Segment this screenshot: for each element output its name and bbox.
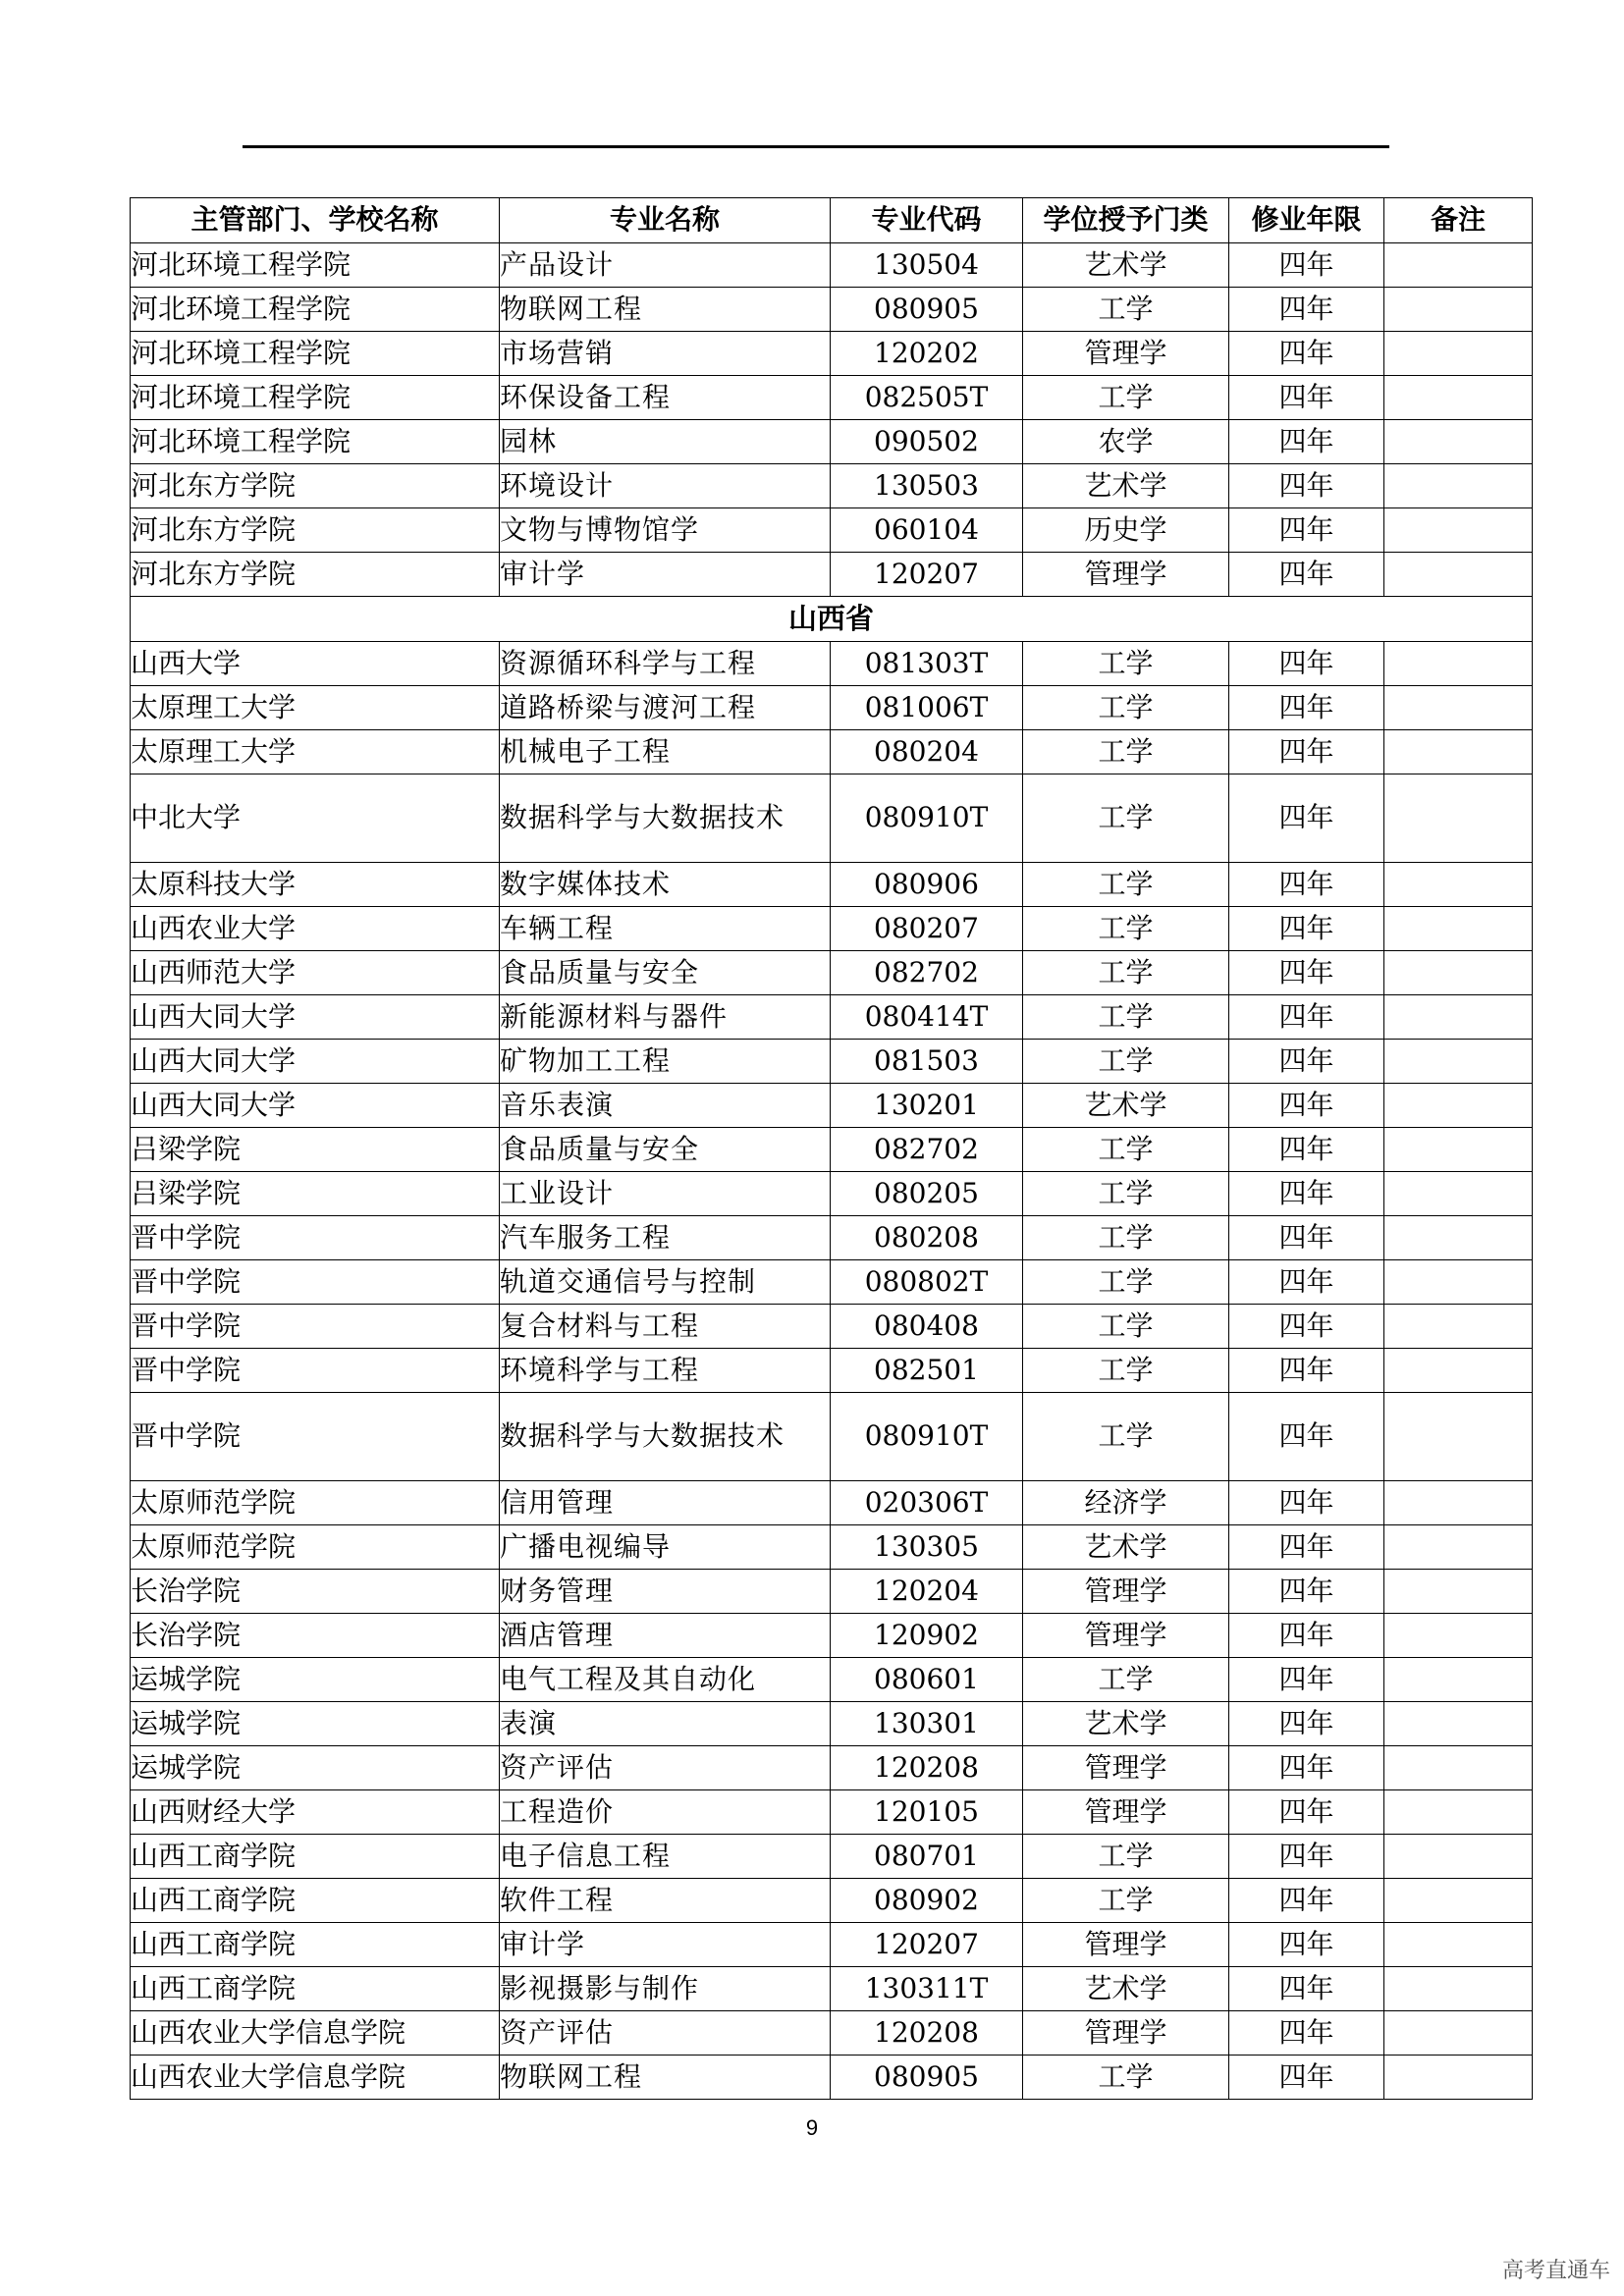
degree-cell: 工学 [1023,1393,1229,1481]
degree-cell: 管理学 [1023,553,1229,597]
note-cell [1384,1084,1533,1128]
school-cell: 山西工商学院 [131,1879,500,1923]
years-cell: 四年 [1229,464,1384,508]
years-cell: 四年 [1229,332,1384,376]
years-cell: 四年 [1229,1790,1384,1835]
school-cell: 山西工商学院 [131,1967,500,2011]
header-degree: 学位授予门类 [1023,198,1229,243]
section-row [131,597,1533,642]
degree-cell: 管理学 [1023,2011,1229,2056]
school-cell: 山西大同大学 [131,1040,500,1084]
table-row [131,376,1533,420]
school-cell: 山西工商学院 [131,1835,500,1879]
code-cell: 080207 [831,907,1023,951]
table-row [131,907,1533,951]
table-row [131,686,1533,730]
years-cell: 四年 [1229,1967,1384,2011]
years-cell: 四年 [1229,1216,1384,1260]
degree-cell: 工学 [1023,1172,1229,1216]
school-cell: 河北东方学院 [131,508,500,553]
school-cell: 晋中学院 [131,1393,500,1481]
major-cell: 工业设计 [500,1172,831,1216]
school-cell: 山西农业大学信息学院 [131,2011,500,2056]
major-cell: 新能源材料与器件 [500,995,831,1040]
major-cell: 文物与博物馆学 [500,508,831,553]
table-row [131,508,1533,553]
note-cell [1384,288,1533,332]
table-row [131,1260,1533,1305]
years-cell: 四年 [1229,2056,1384,2100]
note-cell [1384,1525,1533,1570]
code-cell: 082702 [831,951,1023,995]
table-row [131,464,1533,508]
years-cell: 四年 [1229,1040,1384,1084]
note-cell [1384,1349,1533,1393]
note-cell [1384,686,1533,730]
degree-cell: 工学 [1023,907,1229,951]
degree-cell: 工学 [1023,951,1229,995]
note-cell [1384,1614,1533,1658]
major-cell: 表演 [500,1702,831,1746]
school-cell: 河北环境工程学院 [131,243,500,288]
years-cell: 四年 [1229,1835,1384,1879]
table-row [131,1216,1533,1260]
note-cell [1384,508,1533,553]
watermark: 高考直通车 [1501,2259,1610,2283]
degree-cell: 艺术学 [1023,1702,1229,1746]
school-cell: 晋中学院 [131,1216,500,1260]
school-cell: 河北环境工程学院 [131,420,500,464]
table-row [131,1746,1533,1790]
degree-cell: 工学 [1023,1879,1229,1923]
degree-cell: 工学 [1023,730,1229,774]
note-cell [1384,1128,1533,1172]
degree-cell: 工学 [1023,995,1229,1040]
note-cell [1384,1790,1533,1835]
degree-cell: 工学 [1023,1216,1229,1260]
note-cell [1384,1879,1533,1923]
major-cell: 市场营销 [500,332,831,376]
degree-cell: 工学 [1023,1128,1229,1172]
note-cell [1384,1040,1533,1084]
years-cell: 四年 [1229,1172,1384,1216]
code-cell: 130305 [831,1525,1023,1570]
header-years: 修业年限 [1229,198,1384,243]
school-cell: 晋中学院 [131,1305,500,1349]
table-row [131,1525,1533,1570]
note-cell [1384,730,1533,774]
school-cell: 运城学院 [131,1746,500,1790]
school-cell: 山西大学 [131,642,500,686]
code-cell: 080414T [831,995,1023,1040]
degree-cell: 工学 [1023,774,1229,863]
major-cell: 数字媒体技术 [500,863,831,907]
header-code: 专业代码 [831,198,1023,243]
major-cell: 轨道交通信号与控制 [500,1260,831,1305]
years-cell: 四年 [1229,863,1384,907]
code-cell: 080905 [831,288,1023,332]
school-cell: 太原师范学院 [131,1525,500,1570]
degree-cell: 工学 [1023,1260,1229,1305]
code-cell: 090502 [831,420,1023,464]
note-cell [1384,642,1533,686]
years-cell: 四年 [1229,2011,1384,2056]
major-cell: 物联网工程 [500,2056,831,2100]
note-cell [1384,2056,1533,2100]
degree-cell: 工学 [1023,1040,1229,1084]
major-cell: 环保设备工程 [500,376,831,420]
school-cell: 河北环境工程学院 [131,332,500,376]
school-cell: 吕梁学院 [131,1128,500,1172]
years-cell: 四年 [1229,553,1384,597]
school-cell: 河北环境工程学院 [131,288,500,332]
code-cell: 130201 [831,1084,1023,1128]
degree-cell: 工学 [1023,1658,1229,1702]
code-cell: 120208 [831,1746,1023,1790]
note-cell [1384,1702,1533,1746]
years-cell: 四年 [1229,243,1384,288]
school-cell: 山西师范大学 [131,951,500,995]
school-cell: 太原科技大学 [131,863,500,907]
degree-cell: 工学 [1023,288,1229,332]
table-row [131,1305,1533,1349]
major-cell: 工程造价 [500,1790,831,1835]
major-cell: 园林 [500,420,831,464]
note-cell [1384,1570,1533,1614]
table-row [131,642,1533,686]
major-cell: 影视摄影与制作 [500,1967,831,2011]
years-cell: 四年 [1229,508,1384,553]
school-cell: 山西大同大学 [131,995,500,1040]
degree-cell: 工学 [1023,863,1229,907]
degree-cell: 工学 [1023,642,1229,686]
major-cell: 资源循环科学与工程 [500,642,831,686]
degree-cell: 管理学 [1023,1614,1229,1658]
years-cell: 四年 [1229,1305,1384,1349]
school-cell: 晋中学院 [131,1349,500,1393]
years-cell: 四年 [1229,951,1384,995]
school-cell: 河北东方学院 [131,464,500,508]
school-cell: 山西大同大学 [131,1084,500,1128]
school-cell: 太原理工大学 [131,686,500,730]
table-row [131,1570,1533,1614]
table-row [131,1702,1533,1746]
degree-cell: 农学 [1023,420,1229,464]
header-rule [243,145,1389,148]
school-cell: 河北环境工程学院 [131,376,500,420]
code-cell: 120204 [831,1570,1023,1614]
table-row [131,2011,1533,2056]
major-cell: 食品质量与安全 [500,1128,831,1172]
note-cell [1384,1923,1533,1967]
table-row [131,1879,1533,1923]
table-row [131,2056,1533,2100]
note-cell [1384,1216,1533,1260]
major-cell: 信用管理 [500,1481,831,1525]
years-cell: 四年 [1229,730,1384,774]
years-cell: 四年 [1229,1084,1384,1128]
years-cell: 四年 [1229,376,1384,420]
code-cell: 080205 [831,1172,1023,1216]
note-cell [1384,1172,1533,1216]
school-cell: 河北东方学院 [131,553,500,597]
code-cell: 080208 [831,1216,1023,1260]
table-row [131,1614,1533,1658]
school-cell: 山西农业大学信息学院 [131,2056,500,2100]
note-cell [1384,995,1533,1040]
table-row [131,995,1533,1040]
degree-cell: 工学 [1023,686,1229,730]
degree-cell: 历史学 [1023,508,1229,553]
table-row [131,1128,1533,1172]
school-cell: 运城学院 [131,1658,500,1702]
degree-cell: 艺术学 [1023,464,1229,508]
degree-cell: 工学 [1023,1305,1229,1349]
major-cell: 电子信息工程 [500,1835,831,1879]
school-cell: 太原理工大学 [131,730,500,774]
note-cell [1384,332,1533,376]
code-cell: 082702 [831,1128,1023,1172]
degree-cell: 工学 [1023,1835,1229,1879]
section-title: 山西省 [131,597,1533,642]
degree-cell: 工学 [1023,2056,1229,2100]
years-cell: 四年 [1229,1481,1384,1525]
degree-cell: 艺术学 [1023,1967,1229,2011]
table-row [131,1923,1533,1967]
major-cell: 资产评估 [500,2011,831,2056]
note-cell [1384,1393,1533,1481]
school-cell: 山西财经大学 [131,1790,500,1835]
years-cell: 四年 [1229,774,1384,863]
years-cell: 四年 [1229,1702,1384,1746]
note-cell [1384,1746,1533,1790]
degree-cell: 管理学 [1023,1923,1229,1967]
years-cell: 四年 [1229,995,1384,1040]
code-cell: 130311T [831,1967,1023,2011]
major-cell: 产品设计 [500,243,831,288]
school-cell: 长治学院 [131,1570,500,1614]
code-cell: 080204 [831,730,1023,774]
table-row [131,243,1533,288]
note-cell [1384,1658,1533,1702]
code-cell: 120207 [831,1923,1023,1967]
code-cell: 080701 [831,1835,1023,1879]
header-major: 专业名称 [500,198,831,243]
code-cell: 130503 [831,464,1023,508]
note-cell [1384,1835,1533,1879]
code-cell: 120902 [831,1614,1023,1658]
note-cell [1384,951,1533,995]
code-cell: 080910T [831,1393,1023,1481]
major-cell: 道路桥梁与渡河工程 [500,686,831,730]
code-cell: 080802T [831,1260,1023,1305]
table-row [131,730,1533,774]
note-cell [1384,553,1533,597]
years-cell: 四年 [1229,642,1384,686]
table-row [131,1835,1533,1879]
table-row [131,1481,1533,1525]
note-cell [1384,376,1533,420]
table-row [131,332,1533,376]
code-cell: 080601 [831,1658,1023,1702]
table-row [131,288,1533,332]
years-cell: 四年 [1229,1614,1384,1658]
note-cell [1384,420,1533,464]
school-cell: 中北大学 [131,774,500,863]
table-row [131,1967,1533,2011]
code-cell: 020306T [831,1481,1023,1525]
note-cell [1384,907,1533,951]
major-cell: 环境设计 [500,464,831,508]
years-cell: 四年 [1229,1128,1384,1172]
code-cell: 082505T [831,376,1023,420]
school-cell: 吕梁学院 [131,1172,500,1216]
degree-cell: 工学 [1023,1349,1229,1393]
years-cell: 四年 [1229,1349,1384,1393]
years-cell: 四年 [1229,1746,1384,1790]
years-cell: 四年 [1229,1658,1384,1702]
note-cell [1384,863,1533,907]
code-cell: 130504 [831,243,1023,288]
header-note: 备注 [1384,198,1533,243]
degree-cell: 管理学 [1023,1790,1229,1835]
code-cell: 082501 [831,1349,1023,1393]
table-body [131,243,1533,2100]
major-cell: 资产评估 [500,1746,831,1790]
table-row [131,774,1533,863]
note-cell [1384,1260,1533,1305]
code-cell: 080408 [831,1305,1023,1349]
note-cell [1384,2011,1533,2056]
page-number: 9 [805,2115,819,2140]
major-cell: 物联网工程 [500,288,831,332]
years-cell: 四年 [1229,420,1384,464]
major-cell: 机械电子工程 [500,730,831,774]
header-school: 主管部门、学校名称 [131,198,500,243]
years-cell: 四年 [1229,686,1384,730]
code-cell: 060104 [831,508,1023,553]
major-cell: 审计学 [500,1923,831,1967]
years-cell: 四年 [1229,1393,1384,1481]
school-cell: 长治学院 [131,1614,500,1658]
note-cell [1384,464,1533,508]
school-cell: 运城学院 [131,1702,500,1746]
degree-cell: 管理学 [1023,1746,1229,1790]
code-cell: 120105 [831,1790,1023,1835]
degree-cell: 艺术学 [1023,1525,1229,1570]
table-row [131,1349,1533,1393]
years-cell: 四年 [1229,1879,1384,1923]
major-cell: 广播电视编导 [500,1525,831,1570]
table-row [131,420,1533,464]
table-row [131,553,1533,597]
code-cell: 081006T [831,686,1023,730]
major-cell: 软件工程 [500,1879,831,1923]
major-cell: 复合材料与工程 [500,1305,831,1349]
table-header-row [131,198,1533,243]
code-cell: 120208 [831,2011,1023,2056]
school-cell: 太原师范学院 [131,1481,500,1525]
majors-table [130,197,1533,2100]
major-cell: 财务管理 [500,1570,831,1614]
major-cell: 审计学 [500,553,831,597]
table-row [131,1790,1533,1835]
major-cell: 矿物加工工程 [500,1040,831,1084]
table-row [131,951,1533,995]
code-cell: 081503 [831,1040,1023,1084]
years-cell: 四年 [1229,1260,1384,1305]
code-cell: 120202 [831,332,1023,376]
major-cell: 数据科学与大数据技术 [500,1393,831,1481]
degree-cell: 艺术学 [1023,1084,1229,1128]
code-cell: 080905 [831,2056,1023,2100]
table-row [131,1172,1533,1216]
degree-cell: 艺术学 [1023,243,1229,288]
major-cell: 车辆工程 [500,907,831,951]
school-cell: 晋中学院 [131,1260,500,1305]
table-row [131,1040,1533,1084]
note-cell [1384,1305,1533,1349]
note-cell [1384,243,1533,288]
table-row [131,1393,1533,1481]
school-cell: 山西农业大学 [131,907,500,951]
note-cell [1384,1967,1533,2011]
code-cell: 130301 [831,1702,1023,1746]
code-cell: 081303T [831,642,1023,686]
major-cell: 数据科学与大数据技术 [500,774,831,863]
years-cell: 四年 [1229,1923,1384,1967]
major-cell: 电气工程及其自动化 [500,1658,831,1702]
degree-cell: 管理学 [1023,332,1229,376]
code-cell: 080910T [831,774,1023,863]
code-cell: 080902 [831,1879,1023,1923]
years-cell: 四年 [1229,907,1384,951]
major-cell: 酒店管理 [500,1614,831,1658]
years-cell: 四年 [1229,288,1384,332]
degree-cell: 管理学 [1023,1570,1229,1614]
table-row [131,1658,1533,1702]
degree-cell: 工学 [1023,376,1229,420]
note-cell [1384,774,1533,863]
school-cell: 山西工商学院 [131,1923,500,1967]
years-cell: 四年 [1229,1570,1384,1614]
degree-cell: 经济学 [1023,1481,1229,1525]
code-cell: 120207 [831,553,1023,597]
major-cell: 音乐表演 [500,1084,831,1128]
major-cell: 环境科学与工程 [500,1349,831,1393]
major-cell: 食品质量与安全 [500,951,831,995]
table-row [131,863,1533,907]
note-cell [1384,1481,1533,1525]
code-cell: 080906 [831,863,1023,907]
table-row [131,1084,1533,1128]
years-cell: 四年 [1229,1525,1384,1570]
major-cell: 汽车服务工程 [500,1216,831,1260]
